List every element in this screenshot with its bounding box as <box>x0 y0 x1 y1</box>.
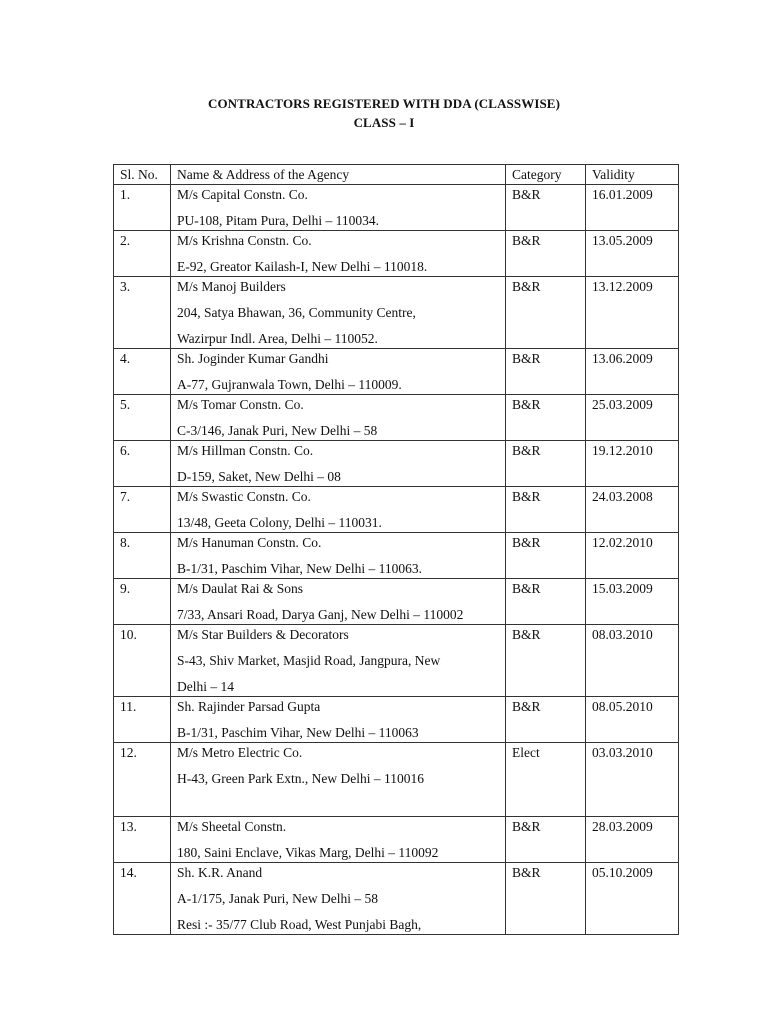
cell-name-address <box>171 533 506 579</box>
cell-sl-no: 13. <box>114 817 171 863</box>
cell-validity: 19.12.2010 <box>586 441 679 487</box>
table-row <box>114 579 679 625</box>
cell-category: Elect <box>506 743 586 817</box>
cell-validity: 24.03.2008 <box>586 487 679 533</box>
table-row <box>114 349 679 395</box>
cell-name-address <box>171 185 506 231</box>
agency-address-line: B-1/31, Paschim Vihar, New Delhi – 110063 <box>177 725 419 740</box>
agency-name: M/s Hanuman Constn. Co. <box>177 535 322 550</box>
cell-category: B&R <box>506 231 586 277</box>
agency-address-line: Wazirpur Indl. Area, Delhi – 110052. <box>177 331 378 346</box>
agency-address-line: 13/48, Geeta Colony, Delhi – 110031. <box>177 515 382 530</box>
cell-validity: 05.10.2009 <box>586 863 679 935</box>
table-row <box>114 185 679 231</box>
cell-sl-no: 14. <box>114 863 171 935</box>
agency-address-line: D-159, Saket, New Delhi – 08 <box>177 469 341 484</box>
cell-name-address <box>171 487 506 533</box>
cell-name-address <box>171 625 506 697</box>
contractors-table <box>113 164 679 935</box>
table-row <box>114 441 679 487</box>
agency-address-line: H-43, Green Park Extn., New Delhi – 110016 <box>177 771 424 786</box>
cell-validity: 08.03.2010 <box>586 625 679 697</box>
agency-address-line: C-3/146, Janak Puri, New Delhi – 58 <box>177 423 378 438</box>
table-body <box>114 185 679 935</box>
cell-category: B&R <box>506 277 586 349</box>
cell-validity: 08.05.2010 <box>586 697 679 743</box>
agency-address-line: A-77, Gujranwala Town, Delhi – 110009. <box>177 377 402 392</box>
cell-category: B&R <box>506 817 586 863</box>
table-row <box>114 231 679 277</box>
cell-name-address <box>171 863 506 935</box>
cell-name-address <box>171 817 506 863</box>
cell-category: B&R <box>506 697 586 743</box>
cell-sl-no: 8. <box>114 533 171 579</box>
cell-category: B&R <box>506 395 586 441</box>
table-header-row <box>114 165 679 185</box>
cell-sl-no: 7. <box>114 487 171 533</box>
cell-sl-no: 12. <box>114 743 171 817</box>
header-category: Category <box>506 165 586 185</box>
agency-address-line: PU-108, Pitam Pura, Delhi – 110034. <box>177 213 379 228</box>
agency-name: M/s Hillman Constn. Co. <box>177 443 314 458</box>
agency-name: M/s Manoj Builders <box>177 279 286 294</box>
document-title <box>0 94 768 132</box>
cell-validity: 12.02.2010 <box>586 533 679 579</box>
title-line-2: CLASS – I <box>353 115 415 130</box>
cell-validity: 16.01.2009 <box>586 185 679 231</box>
agency-address-line: E-92, Greator Kailash-I, New Delhi – 110018. <box>177 259 428 274</box>
header-validity: Validity <box>586 165 679 185</box>
title-line-1: CONTRACTORS REGISTERED WITH DDA (CLASSWISE) <box>207 96 561 111</box>
cell-name-address <box>171 743 506 817</box>
agency-address-line: Delhi – 14 <box>177 679 234 694</box>
cell-sl-no: 11. <box>114 697 171 743</box>
table-row <box>114 743 679 817</box>
cell-validity: 28.03.2009 <box>586 817 679 863</box>
agency-name: M/s Daulat Rai & Sons <box>177 581 304 596</box>
cell-sl-no: 2. <box>114 231 171 277</box>
cell-validity: 25.03.2009 <box>586 395 679 441</box>
agency-name: Sh. Rajinder Parsad Gupta <box>177 699 321 714</box>
cell-sl-no: 9. <box>114 579 171 625</box>
table-row <box>114 863 679 935</box>
cell-name-address <box>171 277 506 349</box>
agency-name: M/s Swastic Constn. Co. <box>177 489 311 504</box>
cell-category: B&R <box>506 863 586 935</box>
cell-name-address <box>171 231 506 277</box>
table-row <box>114 395 679 441</box>
cell-sl-no: 4. <box>114 349 171 395</box>
agency-name: Sh. Joginder Kumar Gandhi <box>177 351 329 366</box>
table-row <box>114 487 679 533</box>
agency-address-line: B-1/31, Paschim Vihar, New Delhi – 110063. <box>177 561 422 576</box>
table-row <box>114 817 679 863</box>
agency-name: M/s Sheetal Constn. <box>177 819 287 834</box>
cell-category: B&R <box>506 185 586 231</box>
agency-name: M/s Tomar Constn. Co. <box>177 397 304 412</box>
agency-name: M/s Metro Electric Co. <box>177 745 303 760</box>
cell-category: B&R <box>506 625 586 697</box>
cell-sl-no: 10. <box>114 625 171 697</box>
cell-sl-no: 1. <box>114 185 171 231</box>
agency-address-line: S-43, Shiv Market, Masjid Road, Jangpura, New <box>177 653 441 668</box>
cell-validity: 13.12.2009 <box>586 277 679 349</box>
cell-category: B&R <box>506 441 586 487</box>
cell-validity: 15.03.2009 <box>586 579 679 625</box>
cell-sl-no: 6. <box>114 441 171 487</box>
cell-validity: 13.05.2009 <box>586 231 679 277</box>
agency-name: M/s Star Builders & Decorators <box>177 627 349 642</box>
cell-sl-no: 5. <box>114 395 171 441</box>
cell-name-address <box>171 579 506 625</box>
cell-category: B&R <box>506 533 586 579</box>
cell-validity: 13.06.2009 <box>586 349 679 395</box>
cell-name-address <box>171 441 506 487</box>
table-row <box>114 533 679 579</box>
agency-name: M/s Krishna Constn. Co. <box>177 233 312 248</box>
cell-category: B&R <box>506 579 586 625</box>
cell-validity: 03.03.2010 <box>586 743 679 817</box>
header-sl-no: Sl. No. <box>114 165 171 185</box>
agency-address-line: 204, Satya Bhawan, 36, Community Centre, <box>177 305 416 320</box>
agency-address-line: Resi :- 35/77 Club Road, West Punjabi Bagh, <box>177 917 422 932</box>
header-name-address: Name & Address of the Agency <box>171 165 506 185</box>
table-row <box>114 697 679 743</box>
table-row <box>114 277 679 349</box>
cell-category: B&R <box>506 487 586 533</box>
agency-address-line: A-1/175, Janak Puri, New Delhi – 58 <box>177 891 378 906</box>
agency-name: Sh. K.R. Anand <box>177 865 263 880</box>
cell-name-address <box>171 349 506 395</box>
agency-name: M/s Capital Constn. Co. <box>177 187 308 202</box>
cell-category: B&R <box>506 349 586 395</box>
agency-address-line: 180, Saini Enclave, Vikas Marg, Delhi – 110092 <box>177 845 439 860</box>
agency-address-line: 7/33, Ansari Road, Darya Ganj, New Delhi – 110002 <box>177 607 464 622</box>
cell-name-address <box>171 697 506 743</box>
table-row <box>114 625 679 697</box>
cell-name-address <box>171 395 506 441</box>
cell-sl-no: 3. <box>114 277 171 349</box>
